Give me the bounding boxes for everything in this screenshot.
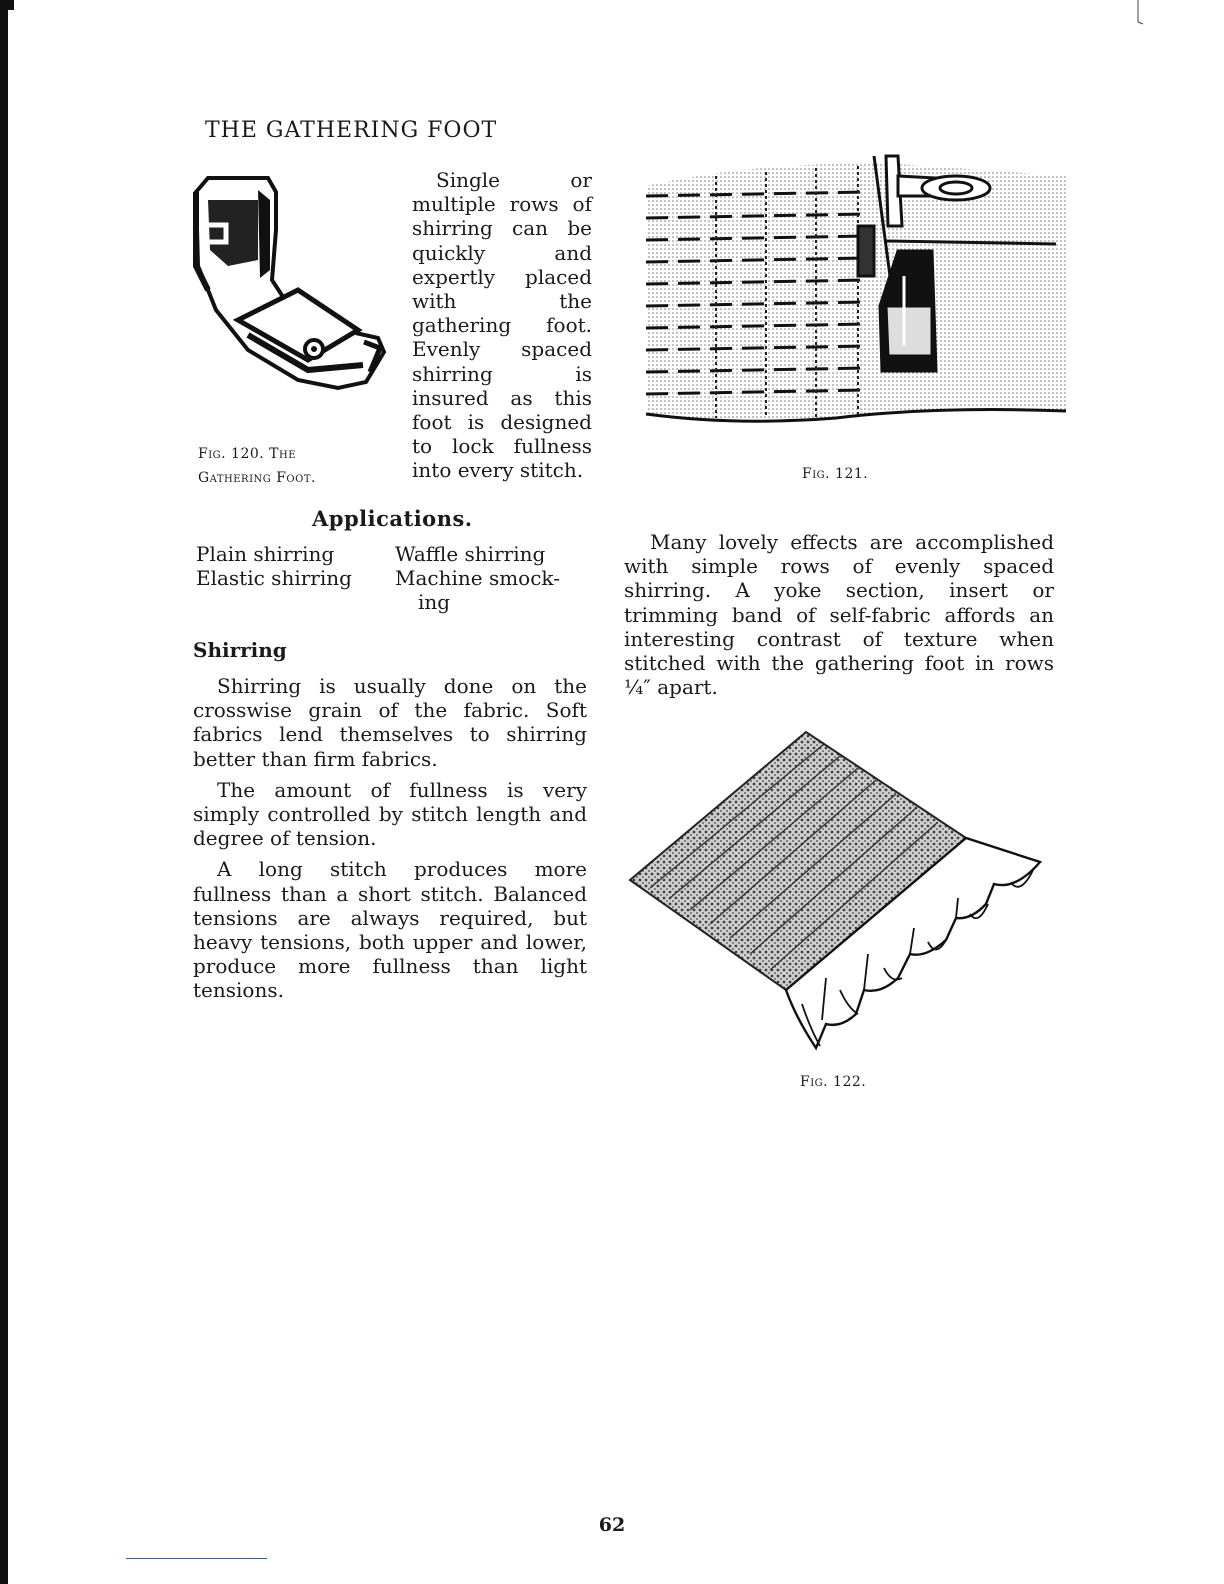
fig120-caption [198,442,316,490]
fig121-shirring-machine-illustration [636,156,1068,436]
corner-crop-mark [1137,0,1145,30]
shirring-body [193,674,587,1010]
fig120-caption-line1: Fig. 120. The [198,446,297,462]
shirring-paragraph: A long stitch produces more fullness than a short stitch. Balanced tensions are always required, but heavy tensions, both upper and lower, produce more fullness than light tensions. [193,857,587,1003]
fig120-caption-line2: Gathering Foot. [198,470,316,486]
page-number: 62 [598,1514,626,1536]
page-heading: THE GATHERING FOOT [205,118,498,143]
fig122-shirred-ruffle-illustration [626,728,1046,1058]
application-item: Elastic shirring [196,566,352,590]
fig120-gathering-foot-illustration [188,170,388,395]
page-binding-corner [0,0,14,10]
right-paragraph: Many lovely effects are accomplished with simple rows of evenly spaced shirring. A yoke section, insert or trimming band of self-fabric affords an interesting contrast of texture when stitched with the gathering foot in rows ¼″ apart. [624,530,1054,700]
section-heading-shirring: Shirring [193,638,287,662]
application-item: Plain shirring [196,542,335,566]
applications-title: Applications. [312,506,473,531]
shirring-paragraph: The amount of fullness is very simply controlled by stitch length and degree of tension. [193,777,587,851]
fig121-caption: Fig. 121. [802,466,869,482]
right-column-body [624,530,1054,699]
application-item-continuation: ing [418,590,451,614]
fig122-caption: Fig. 122. [800,1074,867,1090]
page-binding-edge [0,0,8,1584]
application-item: Waffle shirring [395,542,546,566]
footer-underline [126,1558,267,1559]
shirring-paragraph: Shirring is usually done on the crosswise grain of the fabric. Soft fabrics lend themselves to shirring better than firm fabrics. [193,674,587,771]
intro-paragraph: Single or multiple rows of shirring can be quickly and expertly placed with the gathering foot. Evenly spaced shirring is insured as this foot is designed to lock fullness into every stitch. [412,168,592,483]
application-item: Machine smock- [395,566,560,590]
